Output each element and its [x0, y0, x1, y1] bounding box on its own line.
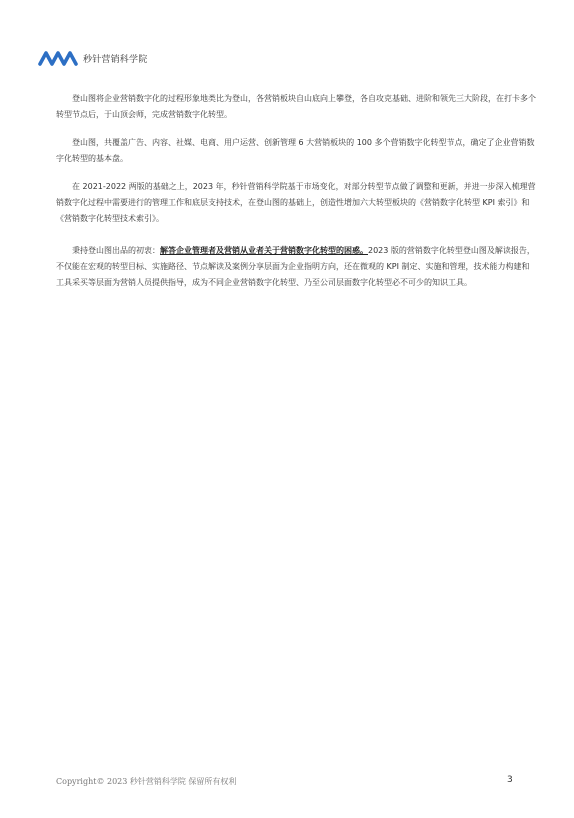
copyright-footer: Copyright© 2023 秒针营销科学院 保留所有权利 [56, 777, 237, 786]
paragraph-4 [56, 243, 536, 291]
page-number: 3 [507, 775, 513, 785]
paragraph-4-body: 2023 版的营销数字化转型登山图及解读报告，不仅能在宏观的转型目标、实施路径、节点解读及案例分享层面为企业指明方向，还在微观的 KPI 制定、实施和管理，技术能力构建和工具采买等层面为营销人员提供指导，成为不同企业营销数字化转型、乃至公司层面数字化转型必不可少的知识工具。 [56, 246, 535, 287]
brand-name: 秒针营销科学院 [83, 54, 148, 65]
main-content [56, 91, 536, 303]
paragraph-4-emphasis: 解答企业管理者及营销从业者关于营销数字化转型的困惑。 [160, 246, 368, 255]
paragraph-2 [56, 135, 536, 167]
page-header [38, 46, 147, 70]
paragraph-1 [56, 91, 536, 123]
mz-logo-icon [38, 46, 78, 70]
paragraph-3 [56, 179, 536, 227]
paragraph-2-text: 登山图，共覆盖广告、内容、社媒、电商、用户运营、创新管理 6 大营销板块的 100 多个营销数字化转型节点，确定了企业营销数字化转型的基本盘。 [56, 138, 535, 163]
paragraph-3-text: 在 2021-2022 两版的基础之上，2023 年，秒针营销科学院基于市场变化，对部分转型节点做了调整和更新，并进一步深入梳理营销数字化过程中需要进行的管理工作和底层支持技术，在登山图的基础上，创造性增加六大转型板块的《营销数字化转型 KPI 索引》和《营销数字化转型技术索引》。 [56, 182, 536, 223]
paragraph-1-text: 登山图将企业营销数字化的过程形象地类比为登山，各营销板块自山底向上攀登，各自攻克基础、进阶和领先三大阶段，在打卡多个转型节点后，于山顶会师，完成营销数字化转型。 [56, 94, 536, 119]
paragraph-4-prefix: 秉持登山图出品的初衷： [72, 246, 160, 255]
